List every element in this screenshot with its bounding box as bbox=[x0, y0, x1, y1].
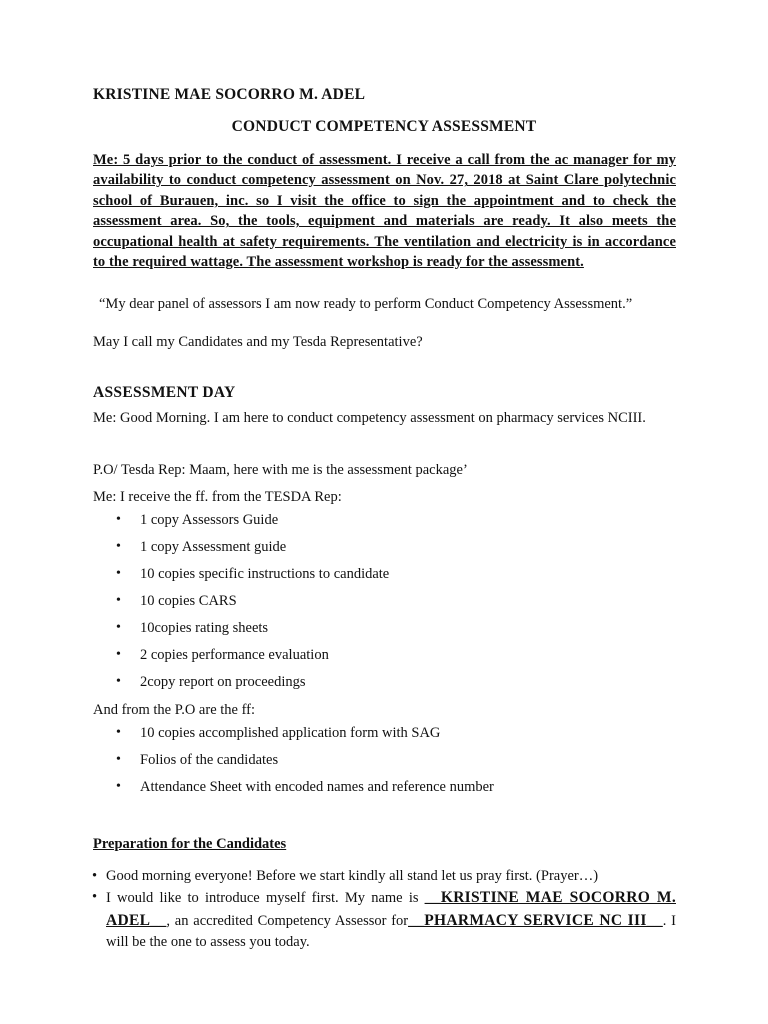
list-item: • 1 copy Assessors Guide bbox=[116, 512, 279, 528]
receive-line: Me: I receive the ff. from the TESDA Rep: bbox=[93, 489, 342, 505]
qualification-name: __PHARMACY SERVICE NC III__ bbox=[408, 911, 663, 929]
bullet-icon: • bbox=[116, 779, 121, 794]
prayer-line: Good morning everyone! Before we start kindly all stand let us pray first. (Prayer…) bbox=[106, 868, 599, 884]
bullet-icon: • bbox=[116, 674, 121, 689]
bullet-icon: • bbox=[92, 889, 98, 905]
list-item: • 1 copy Assessment guide bbox=[116, 539, 287, 555]
list-item: • 10copies rating sheets bbox=[116, 620, 269, 636]
list-item: • 10 copies specific instructions to candidate bbox=[116, 566, 390, 582]
introduction-line: I would like to introduce myself first. My name is __KRISTINE MAE SOCORRO M. ADEL__, an accredited Competency Assessor for__PHARMACY SERVICE NC III__. I will be the one to assess you today. bbox=[106, 889, 676, 950]
bullet-icon: • bbox=[116, 647, 121, 662]
greeting-paragraph: Me: Good Morning. I am here to conduct competency assessment on pharmacy services NCIII. bbox=[93, 410, 646, 426]
bullet-icon: • bbox=[116, 725, 121, 740]
bullet-icon: • bbox=[116, 566, 121, 581]
ready-quote: “My dear panel of assessors I am now ready to perform Conduct Competency Assessment.” bbox=[99, 296, 633, 312]
list-item: • 2 copies performance evaluation bbox=[116, 647, 329, 663]
bullet-icon: • bbox=[116, 539, 121, 554]
intro-paragraph: Me: 5 days prior to the conduct of assessment. I receive a call from the ac manager for my availability to conduct competency assessment on Nov. 27, 2018 at Saint Clare polytechnic school of Burauen, inc. so I visit the office to sign the appointment and to check the assessment area. So, the tools, equipment and materials are ready. It also meets the occupational health at safety requirements. The ventilation and electricity is in accordance to the required wattage. The assessment workshop is ready for the assessment. bbox=[93, 152, 676, 271]
bullet-icon: • bbox=[116, 512, 121, 527]
author-name: KRISTINE MAE SOCORRO M. ADEL bbox=[93, 86, 366, 103]
po-intro-line: And from the P.O are the ff: bbox=[93, 702, 256, 718]
assessment-day-heading: ASSESSMENT DAY bbox=[93, 384, 236, 401]
list-item: • 10 copies CARS bbox=[116, 593, 237, 609]
po-rep-line: P.O/ Tesda Rep: Maam, here with me is the assessment package’ bbox=[93, 462, 468, 478]
bullet-icon: • bbox=[116, 752, 121, 767]
assessor-name: __KRISTINE MAE SOCORRO M. ADEL__ bbox=[106, 889, 676, 929]
preparation-heading: Preparation for the Candidates bbox=[93, 836, 287, 852]
call-candidates-line: May I call my Candidates and my Tesda Representative? bbox=[93, 334, 423, 350]
list-item: • 2copy report on proceedings bbox=[116, 674, 306, 690]
bullet-icon: • bbox=[116, 620, 121, 635]
bullet-icon: • bbox=[92, 868, 98, 884]
list-item: • Folios of the candidates bbox=[116, 752, 279, 768]
list-item bbox=[93, 887, 676, 954]
list-item: • 10 copies accomplished application form with SAG bbox=[116, 725, 441, 741]
document-title: CONDUCT COMPETENCY ASSESSMENT bbox=[231, 118, 537, 135]
list-item bbox=[93, 866, 676, 888]
list-item: • Attendance Sheet with encoded names and reference number bbox=[116, 779, 494, 795]
bullet-icon: • bbox=[116, 593, 121, 608]
